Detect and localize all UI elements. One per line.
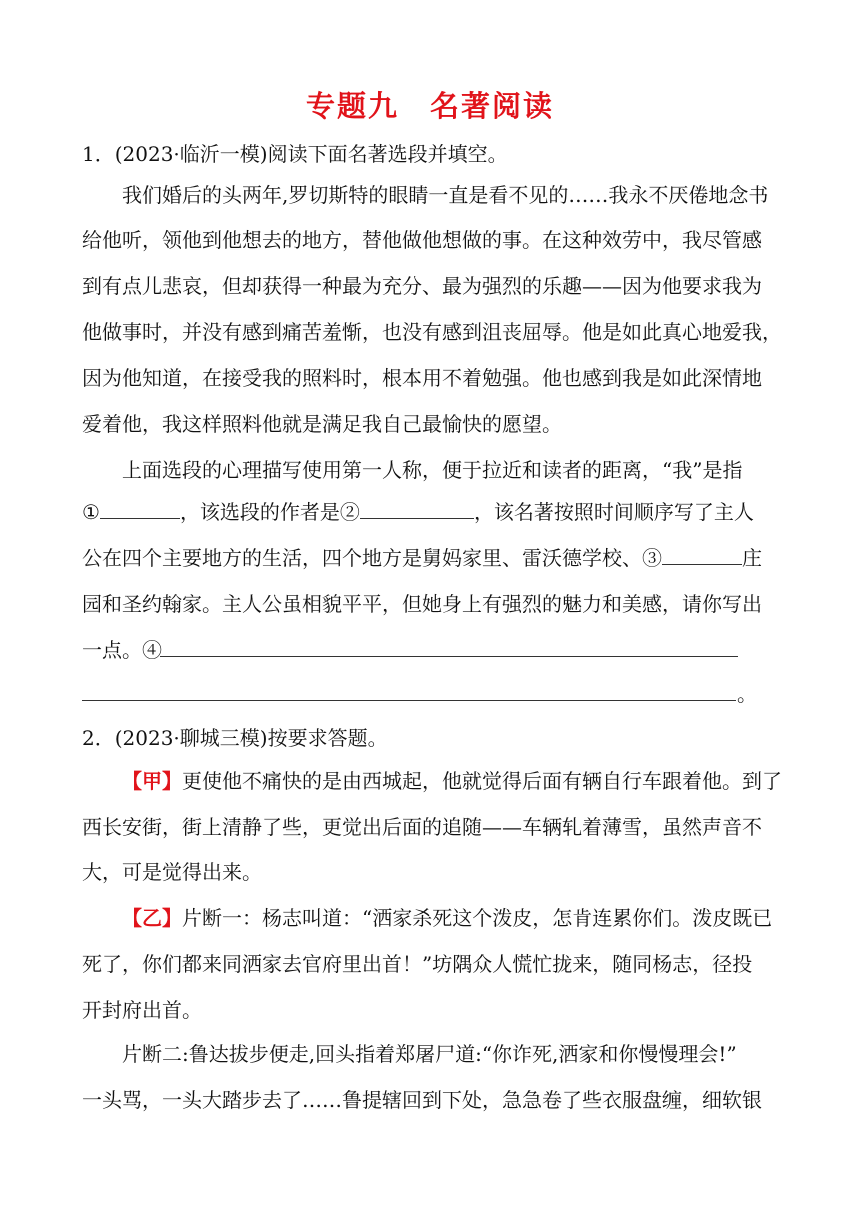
passage-line: 大，可是觉得出来。 — [82, 860, 262, 884]
question-text: 园和圣约翰家。主人公虽相貌平平，但她身上有强烈的魅力和美感，请你写出 — [82, 592, 762, 616]
passage-line: 死了，你们都来同洒家去官府里出首！”坊隅众人慌忙拢来，随同杨志，径投 — [82, 952, 753, 976]
passage-line: 他做事时，并没有感到痛苦羞惭，也没有感到沮丧屈辱。他是如此真心地爱我， — [82, 320, 782, 344]
passage-text: 片断一：杨志叫道：“洒家杀死这个泼皮，怎肯连累你们。泼皮既已 — [182, 906, 773, 930]
page-title: 专题九 名著阅读 — [305, 89, 554, 123]
period: 。 — [737, 682, 757, 706]
passage-line: 一头骂，一头大踏步去了……鲁提辖回到下处，急急卷了些衣服盘缠，细软银 — [82, 1088, 762, 1112]
passage-jia-line — [122, 767, 782, 795]
passage-line: 开封府出首。 — [82, 998, 202, 1022]
answer-blank-1[interactable] — [100, 498, 180, 519]
question-text: 一点。④ — [82, 638, 162, 662]
passage-line: 因为他知道，在接受我的照料时，根本用不着勉强。他也感到我是如此深情地 — [82, 366, 762, 390]
answer-blank-2[interactable] — [360, 498, 474, 519]
question-text: 公在四个主要地方的生活，四个地方是舅妈家里、雷沃德学校、③ — [82, 546, 662, 570]
question-text: ，该名著按照时间顺序写了主人 — [473, 500, 754, 524]
marker-1: ① — [82, 500, 100, 524]
question-fill-line — [82, 544, 782, 572]
question-2-header: 2．(2023·聊城三模)按要求答题。 — [82, 726, 388, 750]
passage-line: 西长安街，街上清静了些，更觉出后面的追随——车辆轧着薄雪，虽然声音不 — [82, 815, 762, 839]
question-1-header: 1．(2023·临沂一模)阅读下面名著选段并填空。 — [82, 142, 508, 166]
answer-blank-4[interactable] — [160, 656, 738, 657]
label-yi: 【乙】 — [122, 906, 182, 930]
question-text: 庄 — [742, 546, 762, 570]
passage-line: 爱着他，我这样照料他就是满足我自己最愉快的愿望。 — [82, 412, 562, 436]
answer-blank-4-continued[interactable] — [82, 700, 736, 701]
passage-line: 我们婚后的头两年,罗切斯特的眼睛一直是看不见的……我永不厌倦地念书 — [122, 183, 769, 207]
passage-line: 片断二:鲁达拔步便走,回头指着郑屠尸道:“你诈死,洒家和你慢慢理会!” — [122, 1042, 737, 1066]
passage-line: 到有点儿悲哀，但却获得一种最为充分、最为强烈的乐趣——因为他要求我为 — [82, 274, 762, 298]
question-fill-line — [82, 498, 782, 526]
passage-yi-line — [122, 904, 782, 932]
passage-line: 给他听，领他到他想去的地方，替他做他想做的事。在这种效劳中，我尽管感 — [82, 228, 762, 252]
answer-blank-3[interactable] — [662, 544, 742, 565]
label-jia: 【甲】 — [122, 769, 182, 793]
passage-text: 更使他不痛快的是由西城起，他就觉得后面有辆自行车跟着他。到了 — [182, 769, 782, 793]
question-text: ，该选段的作者是② — [179, 500, 360, 524]
question-text: 上面选段的心理描写使用第一人称，便于拉近和读者的距离，“我”是指 — [122, 458, 743, 482]
